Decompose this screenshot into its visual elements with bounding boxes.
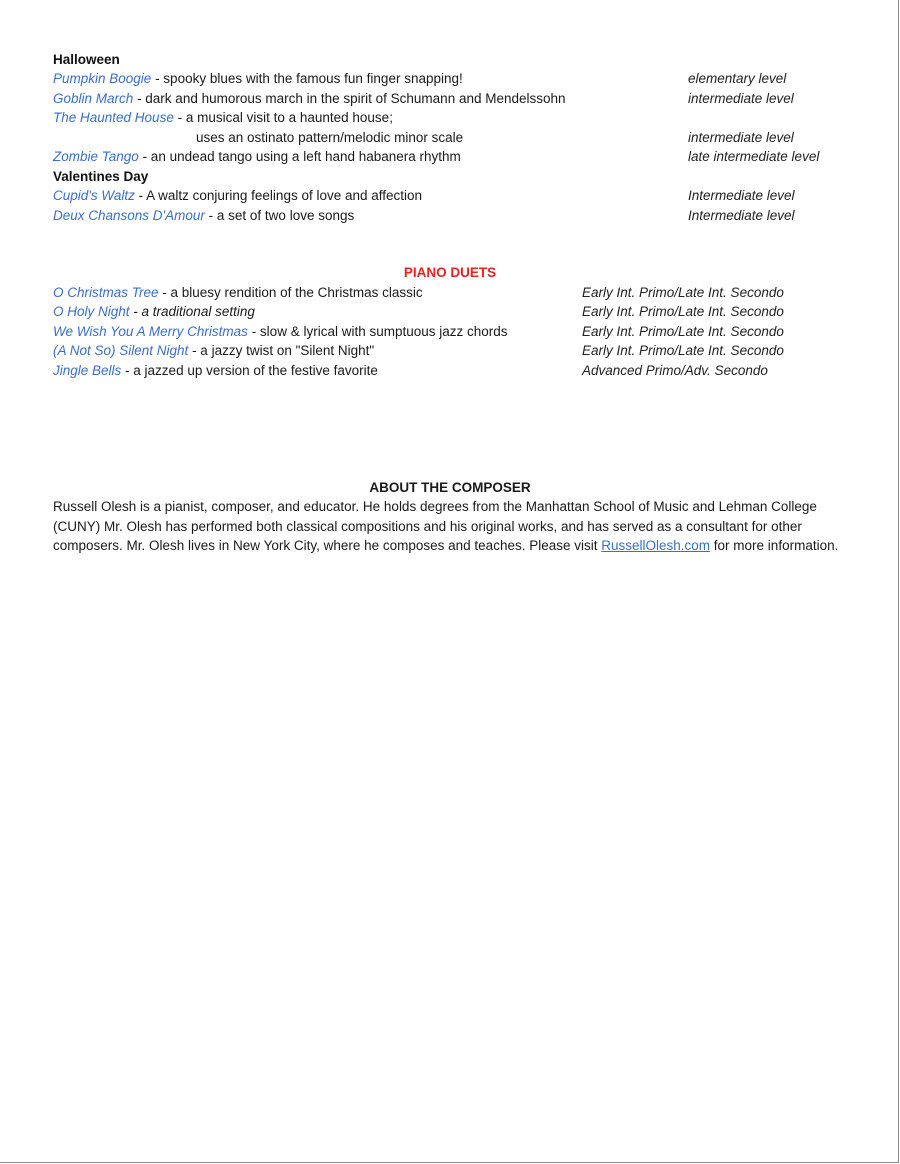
piece-description: - a bluesy rendition of the Christmas classic [158,285,423,300]
piece-description: - a traditional setting [129,304,255,319]
list-item [53,341,374,360]
piece-title: Goblin March [53,91,134,106]
about-paragraph [53,497,843,556]
piece-title: O Holy Night [53,304,130,319]
list-item [53,206,354,225]
piece-level: Intermediate level [688,188,795,203]
piece-description: - a jazzy twist on "Silent Night" [188,343,375,358]
section-heading-valentines: Valentines Day [53,169,149,184]
piece-title: Jingle Bells [53,363,122,378]
piece-level: elementary level [688,71,787,86]
piece-description: - an undead tango using a left hand habanera rhythm [138,149,461,164]
website-link[interactable]: RussellOlesh.com [601,538,711,553]
piece-title: Cupid's Waltz [53,188,135,203]
piece-description: - a jazzed up version of the festive favorite [121,363,378,378]
piece-description: - a musical visit to a haunted house; [173,110,393,125]
list-item [53,147,461,166]
list-item [53,302,255,321]
piece-description: - a set of two love songs [204,208,355,223]
piece-title: Zombie Tango [53,149,139,164]
piece-description-continued: uses an ostinato pattern/melodic minor scale [196,130,464,145]
piece-description: - dark and humorous march in the spirit of Schumann and Mendelssohn [133,91,566,106]
list-item [53,89,566,108]
piece-title: Pumpkin Boogie [53,71,152,86]
piece-level: intermediate level [688,91,794,106]
about-text: Russell Olesh is a pianist, composer, and educator. He holds degrees from the Manhattan School of Music and Lehman College (CUNY) Mr. Olesh has performed both classical compositions and his original works, and has served as a consultant for other composers. Mr. Olesh lives in New York City, where he composes and teaches. Please visit [53,499,817,553]
piece-level: late intermediate level [688,149,820,164]
list-item [53,108,393,127]
piece-level: Advanced Primo/Adv. Secondo [582,363,768,378]
piece-level: Early Int. Primo/Late Int. Secondo [582,343,784,358]
about-text-end: for more information. [710,538,839,553]
piece-level: Intermediate level [688,208,795,223]
piece-description: - slow & lyrical with sumptuous jazz chords [247,324,508,339]
list-item [53,283,423,302]
list-item [53,361,378,380]
piece-level: intermediate level [688,130,794,145]
section-heading-piano-duets: PIANO DUETS [403,265,497,280]
list-item [53,186,422,205]
piece-title: The Haunted House [53,110,174,125]
piece-title: (A Not So) Silent Night [53,343,189,358]
piece-level: Early Int. Primo/Late Int. Secondo [582,304,784,319]
piece-description: - A waltz conjuring feelings of love and affection [134,188,423,203]
piece-title: We Wish You A Merry Christmas [53,324,248,339]
list-item [53,69,463,88]
piece-description: - spooky blues with the famous fun finger snapping! [151,71,463,86]
list-item [53,322,508,341]
piece-level: Early Int. Primo/Late Int. Secondo [582,324,784,339]
section-heading-halloween: Halloween [53,52,120,67]
section-heading-about: ABOUT THE COMPOSER [369,480,531,495]
piece-title: O Christmas Tree [53,285,159,300]
piece-title: Deux Chansons D'Amour [53,208,205,223]
piece-level: Early Int. Primo/Late Int. Secondo [582,285,784,300]
